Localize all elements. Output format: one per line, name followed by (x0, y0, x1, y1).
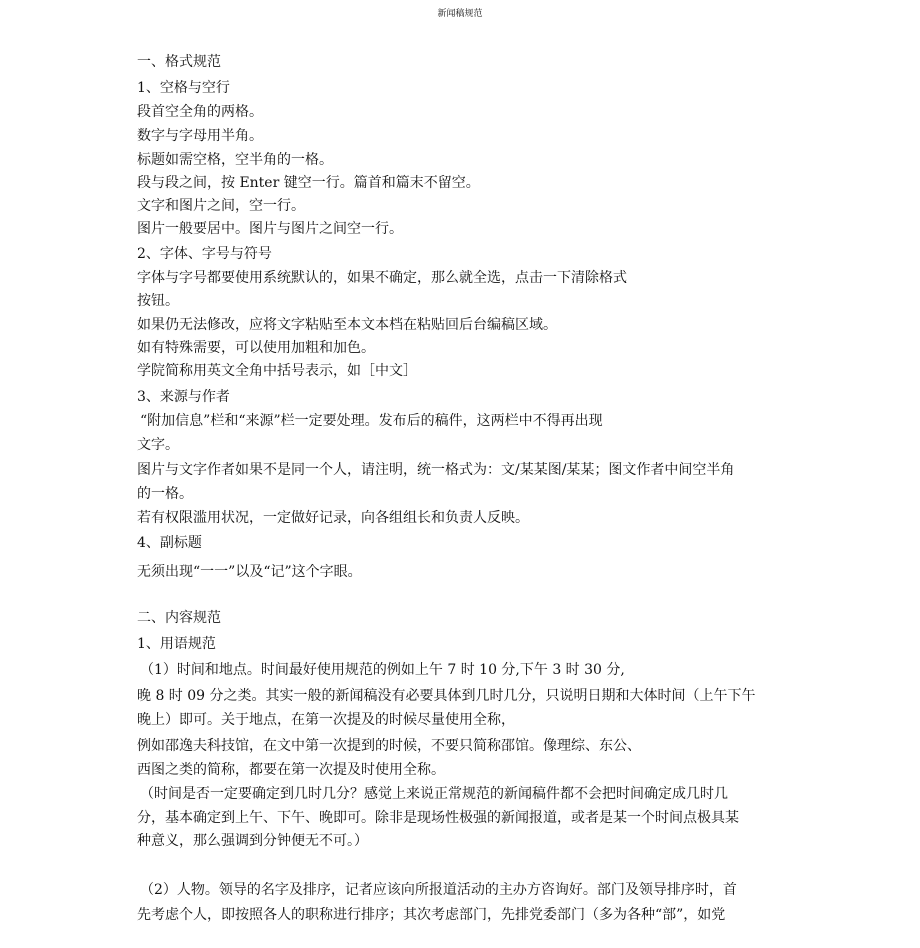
paragraph-line: 如有特殊需要，可以使用加粗和加色。 (137, 340, 375, 356)
paragraph-line: 数字与字母用半角。 (137, 128, 263, 144)
subsection-heading-wording: 1、用语规范 (137, 636, 216, 652)
paragraph-line: （1）时间和地点。时间最好使用规范的例如上午 7 时 10 分,下午 3 时 30 分, (140, 662, 625, 678)
paragraph-line: 学院简称用英文全角中括号表示，如［中文］ (137, 363, 417, 379)
paragraph-line: 先考虑个人，即按照各人的职称进行排序；其次考虑部门，先排党委部门（多为各种“部”，如党 (137, 907, 726, 923)
section-heading-content: 二、内容规范 (137, 610, 221, 626)
paragraph-line: 段与段之间，按 Enter 键空一行。篇首和篇末不留空。 (137, 175, 480, 191)
paragraph-line: 种意义，那么强调到分钟便无不可。） (137, 833, 368, 849)
paragraph-line: 例如邵逸夫科技馆，在文中第一次提到的时候，不要只简称邵馆。像理综、东公、 (137, 738, 641, 754)
paragraph-line: “附加信息”栏和“来源”栏一定要处理。发布后的稿件，这两栏中不得再出现 (140, 413, 603, 429)
paragraph-line: 分，基本确定到上午、下午、晚即可。除非是现场性极强的新闻报道，或者是某一个时间点极具某 (137, 810, 739, 826)
subsection-heading-subtitle: 4、副标题 (137, 535, 202, 551)
document-title: 新闻稿规范 (437, 9, 483, 19)
paragraph-line: 无须出现“一一”以及“记”这个字眼。 (137, 564, 362, 580)
paragraph-line: 按钮。 (137, 293, 179, 309)
paragraph-line: 标题如需空格，空半角的一格。 (137, 152, 333, 168)
section-heading-format: 一、格式规范 (137, 54, 221, 70)
paragraph-line: 段首空全角的两格。 (137, 104, 263, 120)
paragraph-line: 文字和图片之间，空一行。 (137, 198, 305, 214)
paragraph-line: 若有权限滥用状况，一定做好记录，向各组组长和负责人反映。 (137, 510, 529, 526)
paragraph-line: 图片一般要居中。图片与图片之间空一行。 (137, 221, 403, 237)
paragraph-line: 的一格。 (137, 486, 193, 502)
paragraph-line: （时间是否一定要确定到几时几分？感觉上来说正常规范的新闻稿件都不会把时间确定成几时几 (140, 786, 728, 802)
paragraph-line: （2）人物。领导的名字及排序，记者应该向所报道活动的主办方咨询好。部门及领导排序时，首 (140, 882, 737, 898)
paragraph-line: 晚 8 时 09 分之类。其实一般的新闻稿没有必要具体到几时几分，只说明日期和大体时间（上午下午 (137, 688, 756, 704)
paragraph-line: 西图之类的简称，都要在第一次提及时使用全称。 (137, 762, 445, 778)
subsection-heading-fonts: 2、字体、字号与符号 (137, 246, 272, 262)
subsection-heading-spacing: 1、空格与空行 (137, 80, 230, 96)
paragraph-line: 文字。 (137, 437, 179, 453)
paragraph-line: 字体与字号都要使用系统默认的，如果不确定，那么就全选，点击一下清除格式 (137, 270, 627, 286)
paragraph-line: 如果仍无法修改，应将文字粘贴至本文本档在粘贴回后台编稿区域。 (137, 317, 557, 333)
paragraph-line: 图片与文字作者如果不是同一个人，请注明，统一格式为：文/某某图/某某；图文作者中间空半角 (137, 462, 735, 478)
paragraph-line: 晚上）即可。关于地点，在第一次提及的时候尽量使用全称， (137, 712, 515, 728)
subsection-heading-source: 3、来源与作者 (137, 389, 230, 405)
